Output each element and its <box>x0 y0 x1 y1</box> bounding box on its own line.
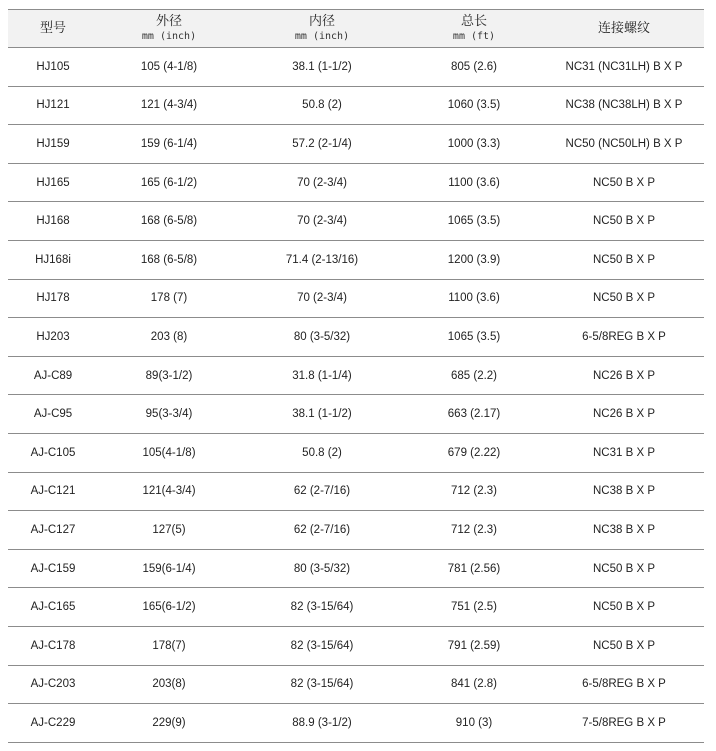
table-row <box>8 472 704 511</box>
header-thread <box>544 10 704 48</box>
table-row <box>8 279 704 318</box>
table-row <box>8 125 704 164</box>
cell-outer-diameter: 168 (6-5/8) <box>98 202 240 241</box>
header-label: 型号 <box>39 21 66 36</box>
cell-inner-diameter: 80 (3-5/32) <box>240 318 404 357</box>
cell-total-length: 841 (2.8) <box>404 665 544 704</box>
cell-thread: NC50 B X P <box>544 549 704 588</box>
table-row <box>8 395 704 434</box>
cell-inner-diameter: 70 (2-3/4) <box>240 279 404 318</box>
cell-model: HJ203 <box>8 318 98 357</box>
cell-outer-diameter: 178(7) <box>98 626 240 665</box>
cell-thread: NC50 B X P <box>544 240 704 279</box>
cell-thread: NC38 (NC38LH) B X P <box>544 86 704 125</box>
cell-inner-diameter: 38.1 (1-1/2) <box>240 48 404 87</box>
cell-inner-diameter: 82 (3-15/64) <box>240 626 404 665</box>
cell-outer-diameter: 229(9) <box>98 704 240 743</box>
header-unit: mm (inch) <box>141 30 197 42</box>
cell-model: HJ105 <box>8 48 98 87</box>
cell-inner-diameter: 80 (3-5/32) <box>240 549 404 588</box>
table-row <box>8 202 704 241</box>
cell-total-length: 1065 (3.5) <box>404 202 544 241</box>
cell-thread: NC50 B X P <box>544 279 704 318</box>
cell-total-length: 663 (2.17) <box>404 395 544 434</box>
cell-model: HJ178 <box>8 279 98 318</box>
cell-thread: NC26 B X P <box>544 356 704 395</box>
cell-outer-diameter: 121(4-3/4) <box>98 472 240 511</box>
cell-model: AJ-C178 <box>8 626 98 665</box>
table-row <box>8 240 704 279</box>
table-row <box>8 86 704 125</box>
header-total-length <box>404 10 544 48</box>
cell-total-length: 751 (2.5) <box>404 588 544 627</box>
cell-inner-diameter: 50.8 (2) <box>240 86 404 125</box>
cell-model: HJ121 <box>8 86 98 125</box>
cell-total-length: 679 (2.22) <box>404 433 544 472</box>
cell-thread: NC50 B X P <box>544 588 704 627</box>
cell-thread: NC38 B X P <box>544 511 704 550</box>
cell-inner-diameter: 82 (3-15/64) <box>240 665 404 704</box>
cell-model: AJ-C229 <box>8 704 98 743</box>
cell-inner-diameter: 70 (2-3/4) <box>240 163 404 202</box>
cell-inner-diameter: 57.2 (2-1/4) <box>240 125 404 164</box>
cell-model: AJ-C89 <box>8 356 98 395</box>
cell-total-length: 685 (2.2) <box>404 356 544 395</box>
cell-total-length: 805 (2.6) <box>404 48 544 87</box>
cell-total-length: 910 (3) <box>404 704 544 743</box>
cell-model: HJ165 <box>8 163 98 202</box>
cell-model: HJ168 <box>8 202 98 241</box>
header-label: 连接螺纹 <box>597 21 650 36</box>
cell-model: AJ-C127 <box>8 511 98 550</box>
header-inner-diameter <box>240 10 404 48</box>
cell-model: HJ159 <box>8 125 98 164</box>
cell-outer-diameter: 159 (6-1/4) <box>98 125 240 164</box>
cell-thread: 6-5/8REG B X P <box>544 665 704 704</box>
cell-total-length: 712 (2.3) <box>404 472 544 511</box>
cell-outer-diameter: 127(5) <box>98 511 240 550</box>
table-row <box>8 433 704 472</box>
cell-model: AJ-C105 <box>8 433 98 472</box>
table-body <box>8 48 704 743</box>
cell-outer-diameter: 165(6-1/2) <box>98 588 240 627</box>
cell-total-length: 1060 (3.5) <box>404 86 544 125</box>
cell-thread: NC38 B X P <box>544 472 704 511</box>
table-row <box>8 704 704 743</box>
table-row <box>8 665 704 704</box>
cell-outer-diameter: 178 (7) <box>98 279 240 318</box>
cell-thread: NC31 (NC31LH) B X P <box>544 48 704 87</box>
cell-inner-diameter: 82 (3-15/64) <box>240 588 404 627</box>
cell-inner-diameter: 50.8 (2) <box>240 433 404 472</box>
cell-outer-diameter: 165 (6-1/2) <box>98 163 240 202</box>
header-outer-diameter <box>98 10 240 48</box>
cell-total-length: 1065 (3.5) <box>404 318 544 357</box>
cell-total-length: 1200 (3.9) <box>404 240 544 279</box>
cell-inner-diameter: 70 (2-3/4) <box>240 202 404 241</box>
cell-thread: NC50 B X P <box>544 626 704 665</box>
table-row <box>8 511 704 550</box>
header-unit: mm (inch) <box>294 30 350 42</box>
cell-model: AJ-C165 <box>8 588 98 627</box>
table-row <box>8 588 704 627</box>
cell-total-length: 712 (2.3) <box>404 511 544 550</box>
cell-outer-diameter: 121 (4-3/4) <box>98 86 240 125</box>
header-row <box>8 10 704 48</box>
cell-model: AJ-C121 <box>8 472 98 511</box>
table-row <box>8 318 704 357</box>
cell-outer-diameter: 203(8) <box>98 665 240 704</box>
cell-model: AJ-C95 <box>8 395 98 434</box>
cell-inner-diameter: 38.1 (1-1/2) <box>240 395 404 434</box>
cell-model: AJ-C159 <box>8 549 98 588</box>
cell-thread: NC50 (NC50LH) B X P <box>544 125 704 164</box>
cell-model: AJ-C203 <box>8 665 98 704</box>
cell-thread: 6-5/8REG B X P <box>544 318 704 357</box>
cell-outer-diameter: 159(6-1/4) <box>98 549 240 588</box>
table-header <box>8 10 704 48</box>
cell-thread: NC50 B X P <box>544 163 704 202</box>
cell-outer-diameter: 105 (4-1/8) <box>98 48 240 87</box>
cell-total-length: 1100 (3.6) <box>404 163 544 202</box>
cell-outer-diameter: 105(4-1/8) <box>98 433 240 472</box>
cell-total-length: 781 (2.56) <box>404 549 544 588</box>
table-row <box>8 163 704 202</box>
header-label: 总长 <box>460 13 487 29</box>
table-row <box>8 549 704 588</box>
cell-total-length: 1100 (3.6) <box>404 279 544 318</box>
cell-inner-diameter: 88.9 (3-1/2) <box>240 704 404 743</box>
header-label: 内径 <box>308 13 335 29</box>
header-unit: mm (ft) <box>452 30 496 42</box>
spec-table <box>8 9 704 743</box>
header-model <box>8 10 98 48</box>
cell-outer-diameter: 89(3-1/2) <box>98 356 240 395</box>
table-row <box>8 48 704 87</box>
cell-outer-diameter: 203 (8) <box>98 318 240 357</box>
cell-model: HJ168i <box>8 240 98 279</box>
cell-total-length: 1000 (3.3) <box>404 125 544 164</box>
cell-total-length: 791 (2.59) <box>404 626 544 665</box>
table-row <box>8 626 704 665</box>
cell-thread: NC31 B X P <box>544 433 704 472</box>
table-row <box>8 356 704 395</box>
cell-thread: NC26 B X P <box>544 395 704 434</box>
cell-inner-diameter: 62 (2-7/16) <box>240 511 404 550</box>
cell-thread: NC50 B X P <box>544 202 704 241</box>
cell-outer-diameter: 168 (6-5/8) <box>98 240 240 279</box>
cell-outer-diameter: 95(3-3/4) <box>98 395 240 434</box>
cell-inner-diameter: 71.4 (2-13/16) <box>240 240 404 279</box>
cell-thread: 7-5/8REG B X P <box>544 704 704 743</box>
header-label: 外径 <box>155 13 182 29</box>
cell-inner-diameter: 31.8 (1-1/4) <box>240 356 404 395</box>
cell-inner-diameter: 62 (2-7/16) <box>240 472 404 511</box>
